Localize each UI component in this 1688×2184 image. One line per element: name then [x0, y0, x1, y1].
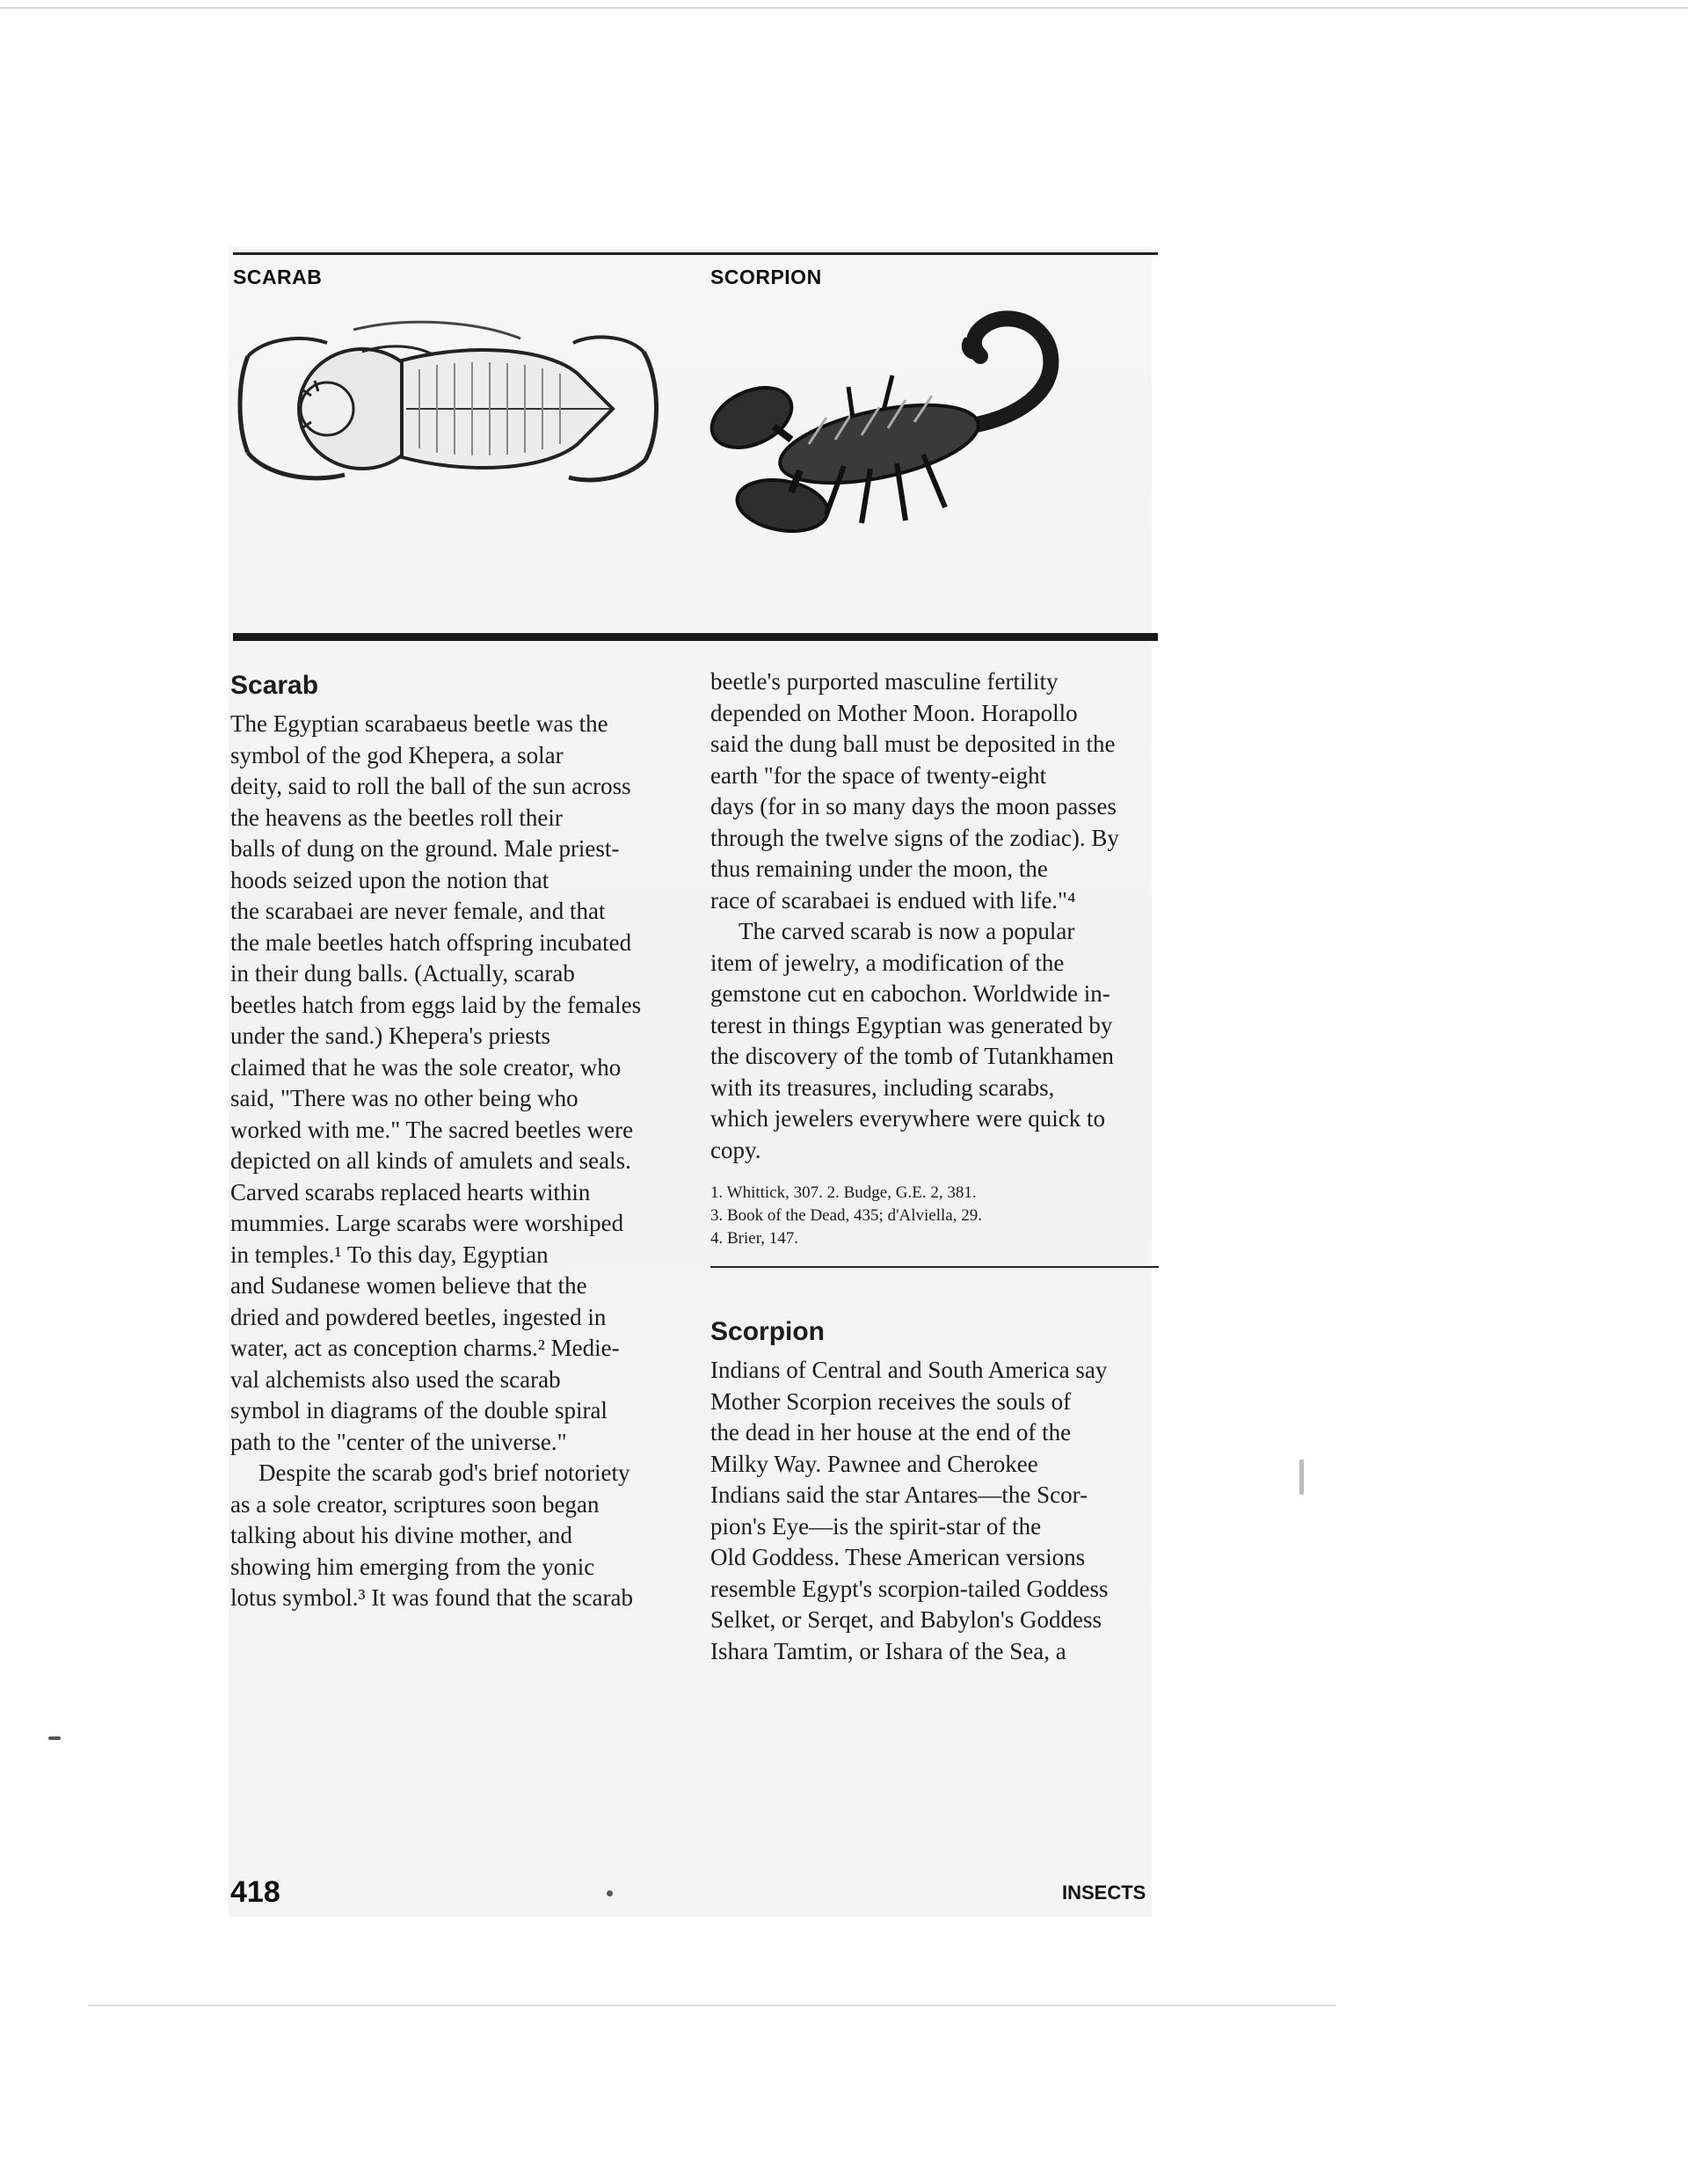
top-rule — [233, 252, 1158, 255]
running-footer-section: INSECTS — [1062, 1882, 1146, 1904]
scorpion-icon — [703, 295, 1090, 541]
figure-label-scarab: SCARAB — [233, 266, 323, 288]
scarab-footnotes: 1. Whittick, 307. 2. Budge, G.E. 2, 381. 3. Book of the Dead, 435; d'Alviella, 29. 4. Brier, 147. — [710, 1183, 982, 1248]
column-left — [230, 668, 680, 1614]
scan-speck — [48, 1736, 61, 1740]
scarab-beetle-icon — [230, 312, 670, 514]
figure-label-scorpion: SCORPION — [710, 266, 822, 288]
scan-edge-top — [0, 7, 1688, 9]
notes-rule — [710, 1266, 1159, 1268]
scarab-paragraph-3: beetle's purported masculine fertility depended on Mother Moon. Horapollo said the dung ball must be deposited in the earth "for the space of twenty-eight days (for in so many days the moon passes through the twelve signs of the zodiac). By thus remaining under the moon, the race of scarabaei is endued with life."⁴ — [710, 668, 1119, 914]
scan-mark — [1299, 1460, 1304, 1495]
column-right-upper — [710, 666, 1160, 1250]
section-divider-rule — [233, 633, 1158, 641]
scarab-paragraph-4: The carved scarab is now a popular item of jewelry, a modification of the gemstone cut en cabochon. Worldwide in- terest in things Egyptian was generated by the discovery of the tomb of Tutankhamen with its treasures, including scarabs, which jewelers everywhere were quick to copy. — [710, 918, 1114, 1163]
scarab-paragraph-1: The Egyptian scarabaeus beetle was the symbol of the god Khepera, a solar deity, said to roll the ball of the sun across the heavens as the beetles roll their balls of dung on the ground. Male priest- hoods seized upon the notion that the scarabaei are never female, and that the male beetles hatch offspring incubated in their dung balls. (Actually, scarab beetles hatch from eggs laid by the females under the sand.) Khepera's priests claimed that he was the sole creator, who said, "There was no other being who worked with me." The sacred beetles were depicted on all kinds of amulets and seals. Carved scarabs replaced hearts within mummies. Large scarabs were worshiped in temples.¹ To this day, Egyptian and Sudanese women believe that the dried and powdered beetles, ingested in water, act as conception charms.² Medie- val alchemists also used the scarab symbol in diagrams of the double spiral path to the "center of the universe." — [230, 710, 642, 1455]
scorpion-paragraph-1: Indians of Central and South America say Mother Scorpion receives the souls of the dead in her house at the end of the Milky Way. Pawnee and Cherokee Indians said the star Antares—the Scor- pion's Eye—is the spirit-star of the Old Goddess. These American versions resemble Egypt's scorpion-tailed Goddess Selket, or Serqet, and Babylon's Goddess Ishara Tamtim, or Ishara of the Sea, a — [710, 1357, 1109, 1664]
scan-edge-bottom — [88, 2005, 1336, 2006]
column-right-lower — [710, 1314, 1160, 1667]
heading-scorpion: Scorpion — [710, 1317, 826, 1346]
heading-scarab: Scarab — [230, 671, 319, 700]
page-number: 418 — [230, 1875, 280, 1909]
scan-speck — [607, 1890, 613, 1896]
scarab-paragraph-2: Despite the scarab god's brief notoriety as a sole creator, scriptures soon began talking about his divine mother, and showing him emerging from the yonic lotus symbol.³ It was found that the scarab — [230, 1460, 634, 1611]
